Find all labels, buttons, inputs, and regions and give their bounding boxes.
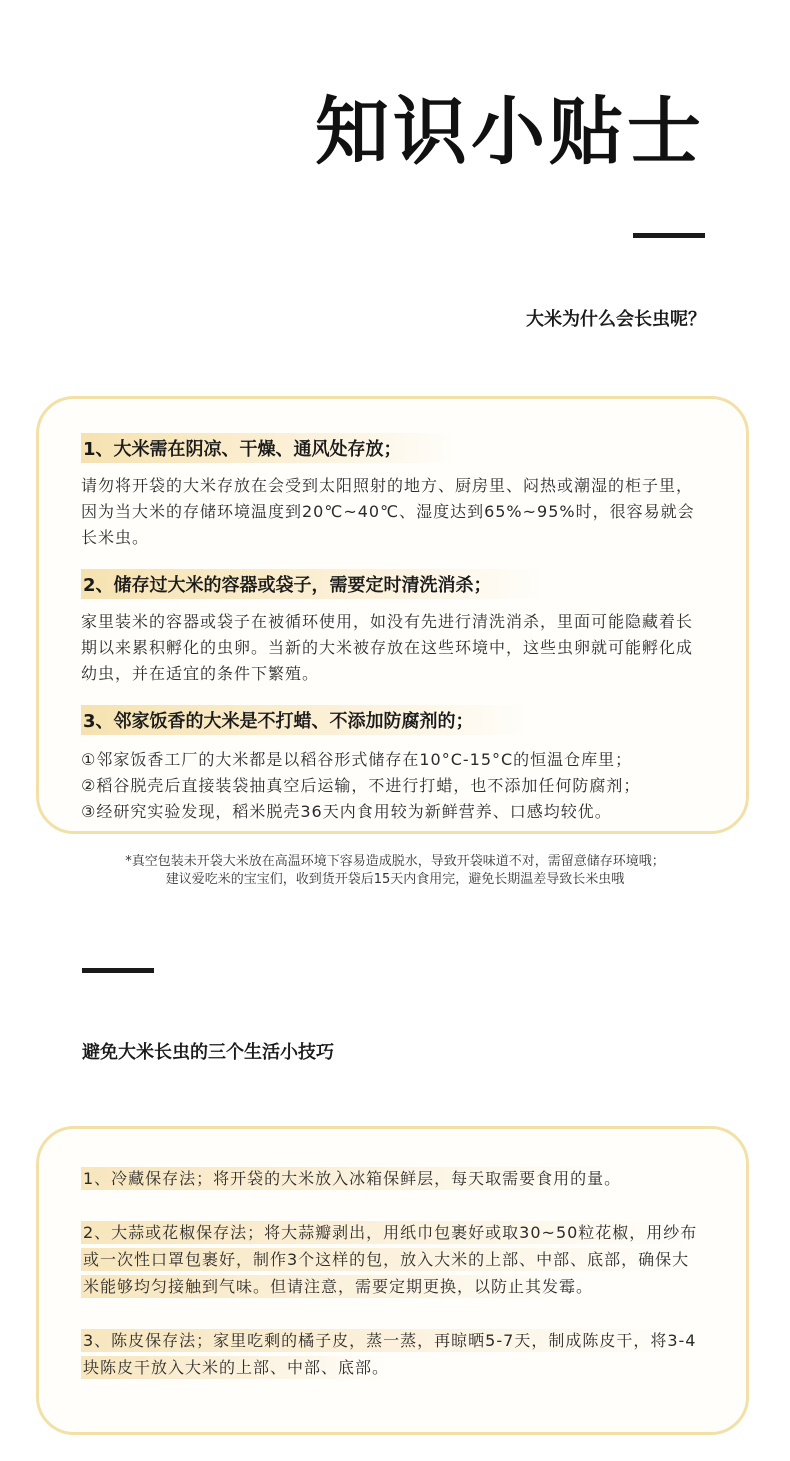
section-question: 大米为什么会长虫呢？ [526,309,706,330]
cause-item [81,569,704,687]
section-divider [82,968,154,973]
footnote-line: 建议爱吃米的宝宝们，收到货开袋后15天内食用完，避免长期温差导致长米虫哦 [165,872,625,887]
fact-line: ②稻谷脱壳后直接装袋抽真空后运输，不进行打蜡，也不添加任何防腐剂； [81,776,641,795]
cause-heading: 2、储存过大米的容器或袋子，需要定时清洗消杀； [81,569,550,599]
title-divider [633,233,705,238]
cause-heading: 3、邻家饭香的大米是不打蜡、不添加防腐剂的； [81,705,532,735]
fact-line: ③经研究实验发现，稻米脱壳36天内食用较为新鲜营养、口感均较优。 [81,802,612,821]
storage-footnote [0,853,790,889]
cause-text: 请勿将开袋的大米存放在会受到太阳照射的地方、厨房里、闷热或潮湿的柜子里，因为当大米的存储环境温度到20℃~40℃、湿度达到65%~95%时，很容易就会长米虫。 [81,476,695,547]
tip-text: 3、陈皮保存法；家里吃剩的橘子皮，蒸一蒸，再晾晒5-7天，制成陈皮干，将3-4块陈皮干放入大米的上部、中部、底部。 [83,1331,697,1377]
cause-item [81,433,704,551]
tip-text: 2、大蒜或花椒保存法；将大蒜瓣剥出，用纸巾包裹好或取30~50粒花椒，用纱布或一次性口罩包裹好，制作3个这样的包，放入大米的上部、中部、底部，确保大米能够均匀接触到气味。但请注意，需要定期更换，以防止其发霉。 [83,1223,698,1296]
tip-text: 1、冷藏保存法；将开袋的大米放入冰箱保鲜层，每天取需要食用的量。 [83,1169,622,1188]
tip-item [81,1165,704,1192]
causes-card [36,396,749,834]
page-title: 知识小贴士 [315,89,705,175]
footnote-line: *真空包装未开袋大米放在高温环境下容易造成脱水，导致开袋味道不对，需留意储存环境哦； [125,854,665,869]
tips-title: 避免大米长虫的三个生活小技巧 [82,1042,334,1063]
cause-text: 家里装米的容器或袋子在被循环使用，如没有先进行清洗消杀，里面可能隐藏着长期以来累积孵化的虫卵。当新的大米被存放在这些环境中，这些虫卵就可能孵化成幼虫，并在适宜的条件下繁殖。 [81,612,694,683]
tip-item [81,1327,704,1381]
fact-line: ①邻家饭香工厂的大米都是以稻谷形式储存在10°C-15°C的恒温仓库里； [81,750,633,769]
cause-item [81,705,704,825]
tip-item [81,1219,704,1300]
tips-card [36,1126,749,1435]
cause-heading: 1、大米需在阴凉、干燥、通风处存放； [81,433,460,463]
